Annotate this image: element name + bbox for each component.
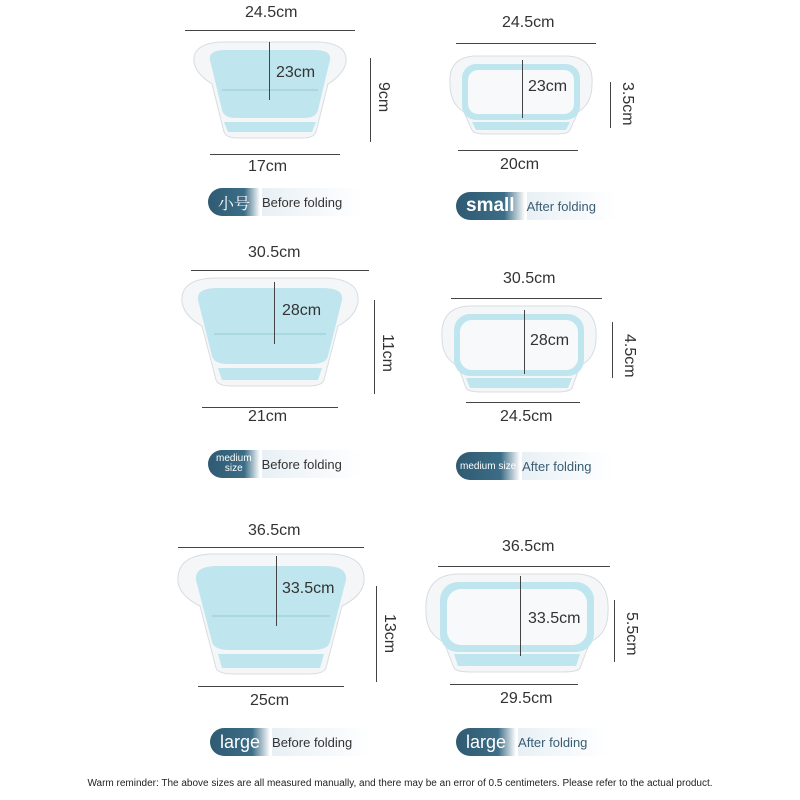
top-width-label: 36.5cm [248, 522, 301, 539]
size-badge [208, 450, 260, 478]
basin-small-open [190, 40, 350, 140]
bottom-width-label: 29.5cm [500, 690, 553, 707]
warm-reminder-footer: Warm reminder: The above sizes are all measured manually, and there may be an error of 0.5 centimeters. Please refer to the actual product. [87, 778, 713, 789]
top-width-line [438, 566, 610, 567]
inner-width-line [274, 282, 275, 344]
size-label-small-after [456, 192, 616, 220]
bottom-width-label: 17cm [248, 158, 288, 175]
top-width-label: 30.5cm [248, 244, 301, 261]
state-caption: Before folding [262, 450, 362, 478]
height-line [376, 586, 377, 682]
size-label-large-after [456, 728, 607, 756]
top-width-line [178, 547, 364, 548]
size-badge: medium size [456, 452, 520, 480]
bottom-width-label: 25cm [250, 692, 290, 709]
bottom-width-line [210, 154, 340, 155]
inner-width-label: 23cm [276, 64, 316, 81]
bottom-width-line [450, 684, 578, 685]
height-line [374, 300, 375, 394]
height-line [614, 600, 615, 662]
state-caption: After folding [527, 192, 616, 220]
size-badge: large [210, 728, 270, 756]
basin-large-folded [422, 572, 612, 674]
inner-width-label: 33.5cm [528, 610, 581, 627]
inner-width-line [524, 310, 525, 374]
bottom-width-label: 20cm [500, 156, 540, 173]
top-width-line [191, 270, 369, 271]
height-label: 13cm [381, 614, 398, 654]
height-line [610, 82, 611, 128]
basin-medium-open [178, 276, 362, 388]
bottom-width-line [198, 686, 344, 687]
state-caption: Before folding [272, 728, 372, 756]
basin-small-folded [446, 54, 596, 136]
basin-medium-folded [438, 304, 600, 394]
height-label: 11cm [379, 334, 396, 372]
height-line [612, 322, 613, 378]
top-width-label: 24.5cm [245, 4, 298, 21]
inner-width-label: 33.5cm [282, 580, 335, 597]
size-label-medium-after [456, 452, 612, 480]
bottom-width-label: 21cm [248, 408, 288, 425]
top-width-line [451, 298, 602, 299]
top-width-line [185, 30, 355, 31]
basin-large-open [174, 552, 368, 676]
size-label-small-before [208, 188, 362, 216]
inner-width-label: 28cm [530, 332, 570, 349]
state-caption: After folding [522, 452, 611, 480]
size-badge: large [456, 728, 516, 756]
inner-width-line [522, 60, 523, 118]
top-width-label: 36.5cm [502, 538, 555, 555]
size-badge-line1: medium [216, 453, 252, 464]
height-label: 5.5cm [623, 612, 640, 656]
top-width-label: 24.5cm [502, 14, 555, 31]
size-label-medium-before [208, 450, 362, 478]
inner-width-line [269, 42, 270, 100]
size-badge: small [456, 192, 525, 220]
inner-width-line [520, 576, 521, 656]
bottom-width-line [466, 402, 580, 403]
inner-width-line [276, 556, 277, 626]
top-width-label: 30.5cm [503, 270, 556, 287]
bottom-width-line [458, 150, 578, 151]
top-width-line [456, 43, 596, 44]
bottom-width-label: 24.5cm [500, 408, 553, 425]
height-label: 9cm [375, 82, 392, 113]
state-caption: After folding [518, 728, 607, 756]
height-label: 4.5cm [621, 334, 638, 378]
inner-width-label: 23cm [528, 78, 568, 95]
size-badge: 小号 [208, 188, 260, 216]
height-line [370, 58, 371, 142]
state-caption: Before folding [262, 188, 362, 216]
size-label-large-before [210, 728, 372, 756]
height-label: 3.5cm [619, 82, 636, 126]
inner-width-label: 28cm [282, 302, 322, 319]
size-badge-line2: size [224, 463, 243, 474]
